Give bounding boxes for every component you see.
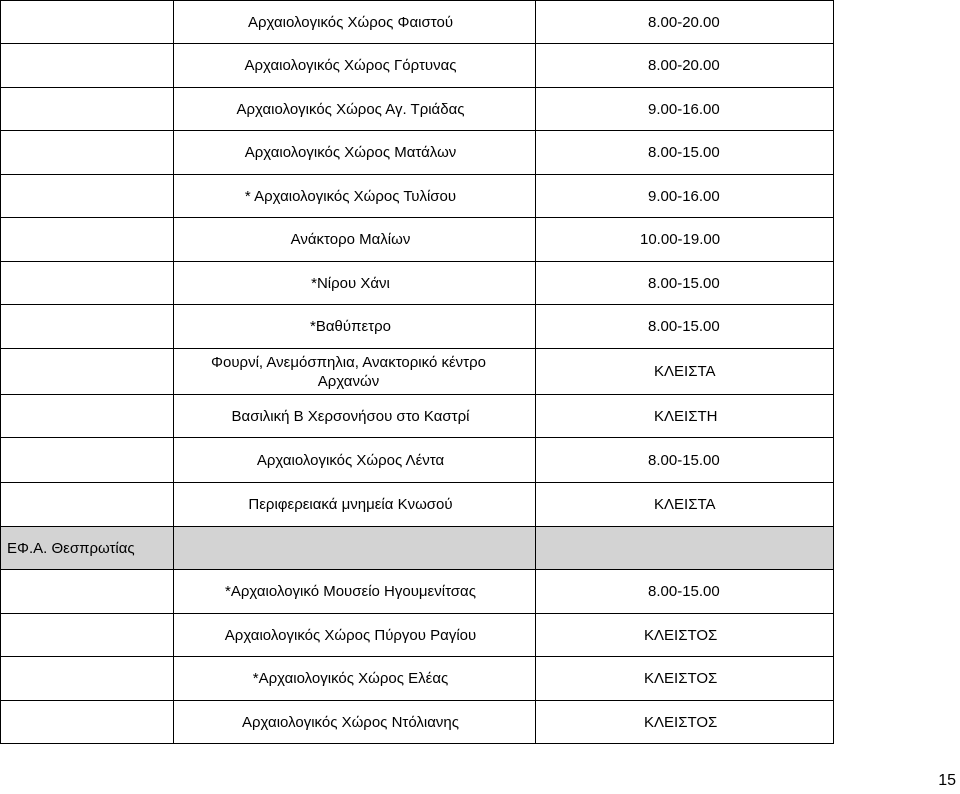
table-row [1,395,834,438]
table-row [1,570,834,614]
region-fill-cell [536,527,834,570]
opening-hours-cell: 8.00-20.00 [536,44,834,88]
region-label: ΕΦ.Α. Θεσπρωτίας [1,527,174,570]
region-cell [1,131,174,175]
site-name-cell: Αρχαιολογικός Χώρος Πύργου Ραγίου [174,614,536,657]
opening-hours-cell: 8.00-15.00 [536,131,834,175]
region-cell [1,570,174,614]
table-row [1,657,834,701]
opening-hours-cell: ΚΛΕΙΣΤΟΣ [536,701,834,744]
site-name-cell: Αρχαιολογικός Χώρος Φαιστού [174,1,536,44]
site-name-cell: *Νίρου Χάνι [174,262,536,305]
region-fill-cell [174,527,536,570]
opening-hours-cell: 8.00-15.00 [536,570,834,614]
table-row [1,701,834,744]
site-name-cell: *Αρχαιολογικό Μουσείο Ηγουμενίτσας [174,570,536,614]
site-name-cell: * Αρχαιολογικός Χώρος Τυλίσου [174,175,536,218]
region-cell [1,262,174,305]
site-name-cell: Αρχαιολογικός Χώρος Ντόλιανης [174,701,536,744]
opening-hours-cell: 10.00-19.00 [536,218,834,262]
site-name-cell: Αρχαιολογικός Χώρος Ματάλων [174,131,536,175]
site-name-cell: Αρχαιολογικός Χώρος Αγ. Τριάδας [174,88,536,131]
region-header-row [1,527,834,570]
region-cell [1,88,174,131]
site-name-cell: Ανάκτορο Μαλίων [174,218,536,262]
region-cell [1,218,174,262]
site-name-cell: Αρχαιολογικός Χώρος Γόρτυνας [174,44,536,88]
site-name-cell: *Αρχαιολογικός Χώρος Ελέας [174,657,536,701]
region-cell [1,1,174,44]
table-row [1,483,834,527]
table-row [1,1,834,44]
opening-hours-cell: ΚΛΕΙΣΤΑ [536,349,834,395]
site-name-cell: Αρχαιολογικός Χώρος Λέντα [174,438,536,483]
opening-hours-cell: 9.00-16.00 [536,88,834,131]
region-cell [1,44,174,88]
opening-hours-cell: 8.00-15.00 [536,438,834,483]
table-row [1,262,834,305]
region-cell [1,657,174,701]
region-cell [1,305,174,349]
site-name-cell: Περιφερειακά μνημεία Κνωσού [174,483,536,527]
opening-hours-cell: ΚΛΕΙΣΤΟΣ [536,614,834,657]
region-cell [1,483,174,527]
region-cell [1,349,174,395]
opening-hours-cell: ΚΛΕΙΣΤΑ [536,483,834,527]
opening-hours-cell: 8.00-20.00 [536,1,834,44]
table-row [1,44,834,88]
region-cell [1,614,174,657]
opening-hours-cell: 8.00-15.00 [536,305,834,349]
site-name-cell: *Βαθύπετρο [174,305,536,349]
table-row [1,88,834,131]
table-row [1,218,834,262]
table-row [1,305,834,349]
opening-hours-cell: ΚΛΕΙΣΤΟΣ [536,657,834,701]
opening-hours-cell: 9.00-16.00 [536,175,834,218]
region-cell [1,175,174,218]
table-row [1,131,834,175]
site-name-cell: Φουρνί, Ανεμόσπηλια, Ανακτορικό κέντρο Αρχανών [174,349,536,395]
region-cell [1,395,174,438]
table-row [1,438,834,483]
region-cell [1,701,174,744]
site-name-cell: Βασιλική Β Χερσονήσου στο Καστρί [174,395,536,438]
page-number: 15 [938,772,956,789]
table-row [1,175,834,218]
region-cell [1,438,174,483]
opening-hours-cell: 8.00-15.00 [536,262,834,305]
table-row [1,349,834,395]
opening-hours-cell: ΚΛΕΙΣΤΗ [536,395,834,438]
table-row [1,614,834,657]
